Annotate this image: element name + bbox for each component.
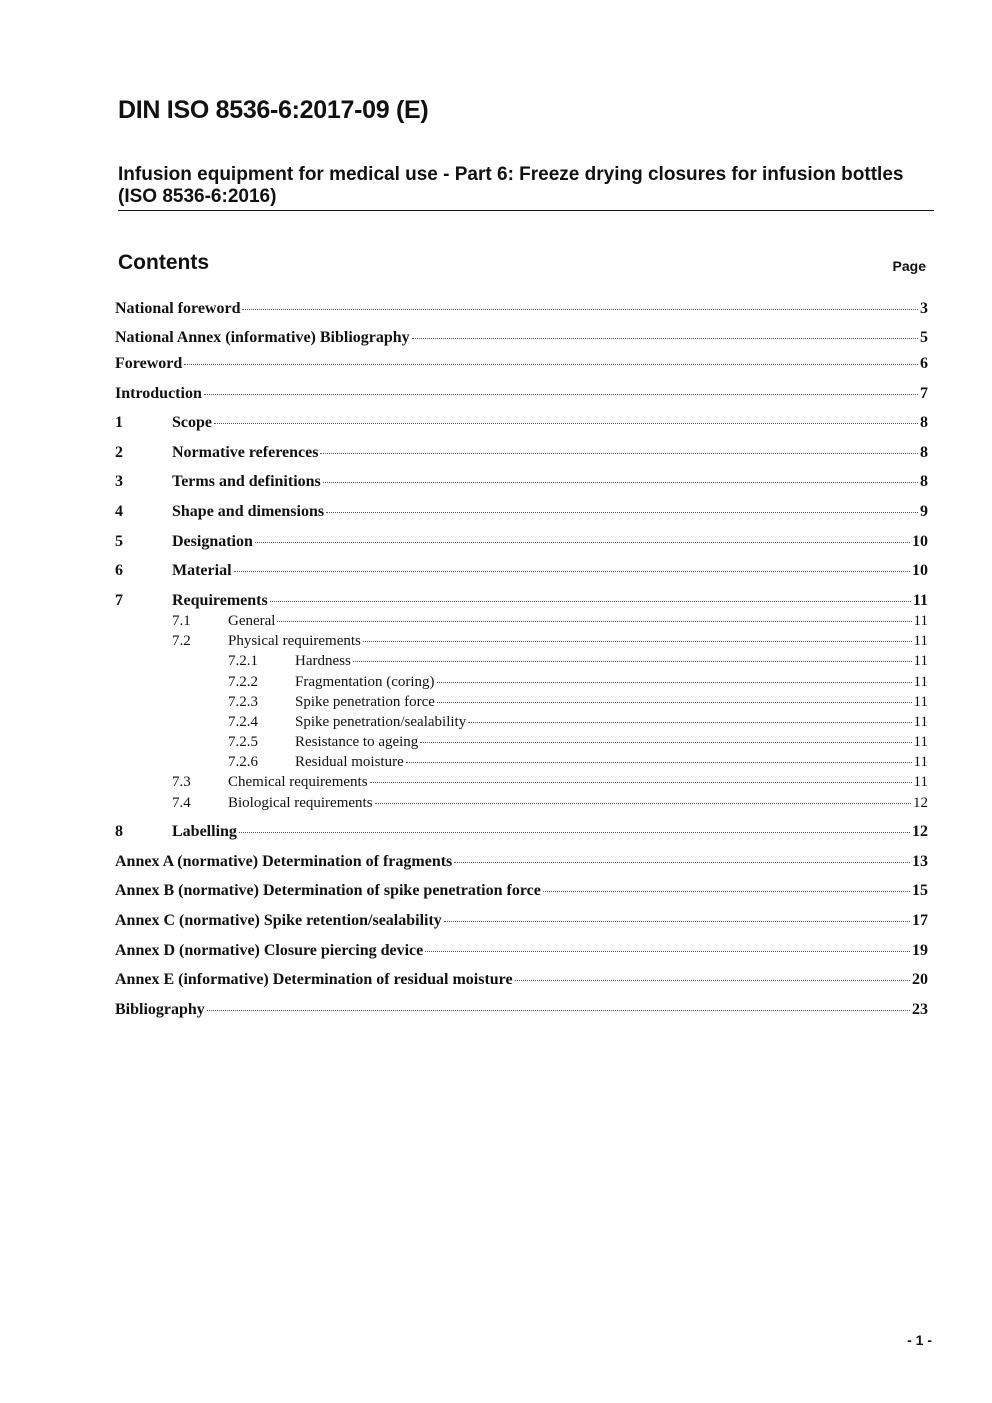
toc-entry-title: Normative references: [172, 444, 319, 461]
toc-entry-page: 11: [912, 592, 928, 609]
toc-entry-page: 15: [912, 882, 928, 899]
toc-entry-number: 2: [115, 444, 123, 461]
toc-entry[interactable]: [172, 795, 928, 812]
toc-entry-page: 13: [912, 853, 928, 870]
toc-entry-page: 11: [913, 754, 928, 770]
toc-dot-leader: [454, 862, 910, 863]
toc-entry-page: 9: [920, 503, 928, 520]
toc-entry-number: 7.4: [172, 795, 191, 811]
toc-entry-title: Hardness: [295, 653, 351, 669]
toc-entry[interactable]: [115, 853, 928, 871]
toc-dot-leader: [184, 364, 918, 365]
toc-entry[interactable]: [228, 734, 928, 751]
toc-dot-leader: [323, 482, 918, 483]
toc-entry-title: Residual moisture: [295, 754, 404, 770]
toc-dot-leader: [375, 803, 911, 804]
toc-entry-number: 7.2.1: [228, 653, 258, 669]
toc-entry-title: Annex D (normative) Closure piercing device: [115, 942, 424, 959]
toc-entry-number: 7.2.3: [228, 694, 258, 710]
toc-entry-number: 5: [115, 533, 123, 550]
toc-entry-page: 12: [912, 823, 928, 840]
toc-entry[interactable]: [228, 653, 928, 670]
toc-dot-leader: [515, 980, 910, 981]
toc-dot-leader: [468, 722, 911, 723]
toc-entry-page: 3: [920, 300, 928, 317]
toc-dot-leader: [412, 338, 918, 339]
toc-entry-title: Labelling: [172, 823, 237, 840]
toc-entry-title: Resistance to ageing: [295, 734, 419, 750]
toc-entry-page: 11: [913, 674, 928, 690]
page-number: - 1 -: [907, 1332, 932, 1348]
toc-dot-leader: [207, 1010, 910, 1011]
toc-entry[interactable]: [115, 414, 928, 432]
toc-entry-title: Introduction: [115, 385, 202, 402]
toc-entry[interactable]: [115, 503, 928, 521]
toc-entry-page: 8: [920, 414, 928, 431]
toc-entry-number: 7.2.6: [228, 754, 258, 770]
toc-entry-number: 4: [115, 503, 123, 520]
toc-entry-title: Physical requirements: [228, 633, 361, 649]
toc-entry[interactable]: [172, 633, 928, 650]
toc-entry-page: 11: [913, 653, 928, 669]
toc-entry-number: 7.2: [172, 633, 191, 649]
toc-entry-number: 7.2.4: [228, 714, 258, 730]
toc-entry-page: 19: [912, 942, 928, 959]
toc-dot-leader: [437, 682, 912, 683]
toc-entry-page: 10: [912, 533, 928, 550]
toc-dot-leader: [437, 702, 912, 703]
toc-dot-leader: [363, 641, 912, 642]
toc-entry-number: 3: [115, 473, 123, 490]
toc-entry-number: 6: [115, 562, 123, 579]
toc-entry-title: Terms and definitions: [172, 473, 321, 490]
toc-entry-page: 11: [913, 694, 928, 710]
toc-entry[interactable]: [228, 754, 928, 771]
toc-dot-leader: [214, 423, 918, 424]
toc-entry-title: Foreword: [115, 355, 183, 372]
toc-entry-page: 11: [913, 633, 928, 649]
toc-entry-page: 23: [912, 1001, 928, 1018]
toc-entry[interactable]: [115, 473, 928, 491]
toc-entry[interactable]: [172, 774, 928, 791]
toc-entry-page: 11: [913, 613, 928, 629]
toc-entry-page: 20: [912, 971, 928, 988]
toc-entry[interactable]: [172, 613, 928, 630]
page-column-label: Page: [892, 258, 926, 274]
toc-dot-leader: [204, 394, 918, 395]
toc-dot-leader: [255, 542, 910, 543]
toc-dot-leader: [370, 782, 912, 783]
toc-entry[interactable]: [115, 592, 928, 610]
toc-dot-leader: [444, 921, 910, 922]
toc-entry-number: 7.1: [172, 613, 191, 629]
toc-entry-title: Requirements: [172, 592, 268, 609]
toc-entry[interactable]: [115, 1001, 928, 1019]
toc-entry[interactable]: [115, 355, 928, 373]
toc-dot-leader: [326, 512, 918, 513]
toc-dot-leader: [239, 832, 910, 833]
toc-entry-title: National foreword: [115, 300, 241, 317]
toc-dot-leader: [543, 891, 910, 892]
toc-entry[interactable]: [115, 942, 928, 960]
toc-entry-title: Annex C (normative) Spike retention/sealability: [115, 912, 442, 929]
toc-dot-leader: [420, 742, 911, 743]
toc-entry-number: 7.2.5: [228, 734, 258, 750]
toc-entry[interactable]: [115, 912, 928, 930]
toc-entry-title: Fragmentation (coring): [295, 674, 435, 690]
toc-entry-title: Chemical requirements: [228, 774, 368, 790]
toc-entry-title: Spike penetration force: [295, 694, 435, 710]
toc-entry-title: Annex A (normative) Determination of fragments: [115, 853, 453, 870]
toc-entry-title: General: [228, 613, 276, 629]
toc-entry-page: 6: [920, 355, 928, 372]
toc-entry-number: 8: [115, 823, 123, 840]
toc-entry[interactable]: [228, 674, 928, 691]
toc-dot-leader: [242, 309, 918, 310]
toc-dot-leader: [425, 951, 910, 952]
toc-entry-page: 11: [913, 774, 928, 790]
toc-dot-leader: [277, 621, 911, 622]
toc-entry-page: 10: [912, 562, 928, 579]
toc-entry-page: 8: [920, 444, 928, 461]
toc-entry-title: Annex E (informative) Determination of residual moisture: [115, 971, 513, 988]
toc-entry[interactable]: [228, 714, 928, 731]
toc-dot-leader: [406, 762, 912, 763]
toc-entry-number: 1: [115, 414, 123, 431]
toc-entry[interactable]: [115, 300, 928, 318]
toc-dot-leader: [270, 601, 911, 602]
toc-entry-page: 12: [913, 795, 928, 811]
toc-entry[interactable]: [115, 385, 928, 403]
toc-entry[interactable]: [115, 882, 928, 900]
toc-entry[interactable]: [115, 329, 928, 347]
toc-entry-number: 7: [115, 592, 123, 609]
toc-entry-title: Designation: [172, 533, 253, 550]
toc-entry[interactable]: [228, 694, 928, 711]
contents-heading: Contents: [118, 251, 209, 274]
toc-entry-page: 8: [920, 473, 928, 490]
toc-dot-leader: [234, 571, 910, 572]
toc-entry-title: Scope: [172, 414, 212, 431]
toc-entry[interactable]: [115, 533, 928, 551]
toc-dot-leader: [320, 453, 918, 454]
toc-entry-page: 11: [913, 734, 928, 750]
toc-entry-title: National Annex (informative) Bibliography: [115, 329, 410, 346]
toc-entry-page: 11: [913, 714, 928, 730]
toc-entry[interactable]: [115, 562, 928, 580]
toc-entry-page: 17: [912, 912, 928, 929]
toc-entry-title: Shape and dimensions: [172, 503, 325, 520]
toc-entry-page: 7: [920, 385, 928, 402]
toc-entry-title: Biological requirements: [228, 795, 373, 811]
toc-entry-title: Material: [172, 562, 232, 579]
toc-entry-title: Annex B (normative) Determination of spike penetration force: [115, 882, 541, 899]
toc-entry-title: Spike penetration/sealability: [295, 714, 467, 730]
toc-entry[interactable]: [115, 823, 928, 841]
toc-entry-number: 7.3: [172, 774, 191, 790]
toc-dot-leader: [353, 661, 912, 662]
toc-entry-page: 5: [920, 329, 928, 346]
document-title: DIN ISO 8536-6:2017-09 (E): [118, 96, 429, 124]
toc-entry-title: Bibliography: [115, 1001, 205, 1018]
toc-entry-number: 7.2.2: [228, 674, 258, 690]
toc-entry[interactable]: [115, 971, 928, 989]
toc-entry[interactable]: [115, 444, 928, 462]
document-subtitle: Infusion equipment for medical use - Part 6: Freeze drying closures for infusion bottles (ISO 8536-6:2016): [118, 164, 904, 207]
